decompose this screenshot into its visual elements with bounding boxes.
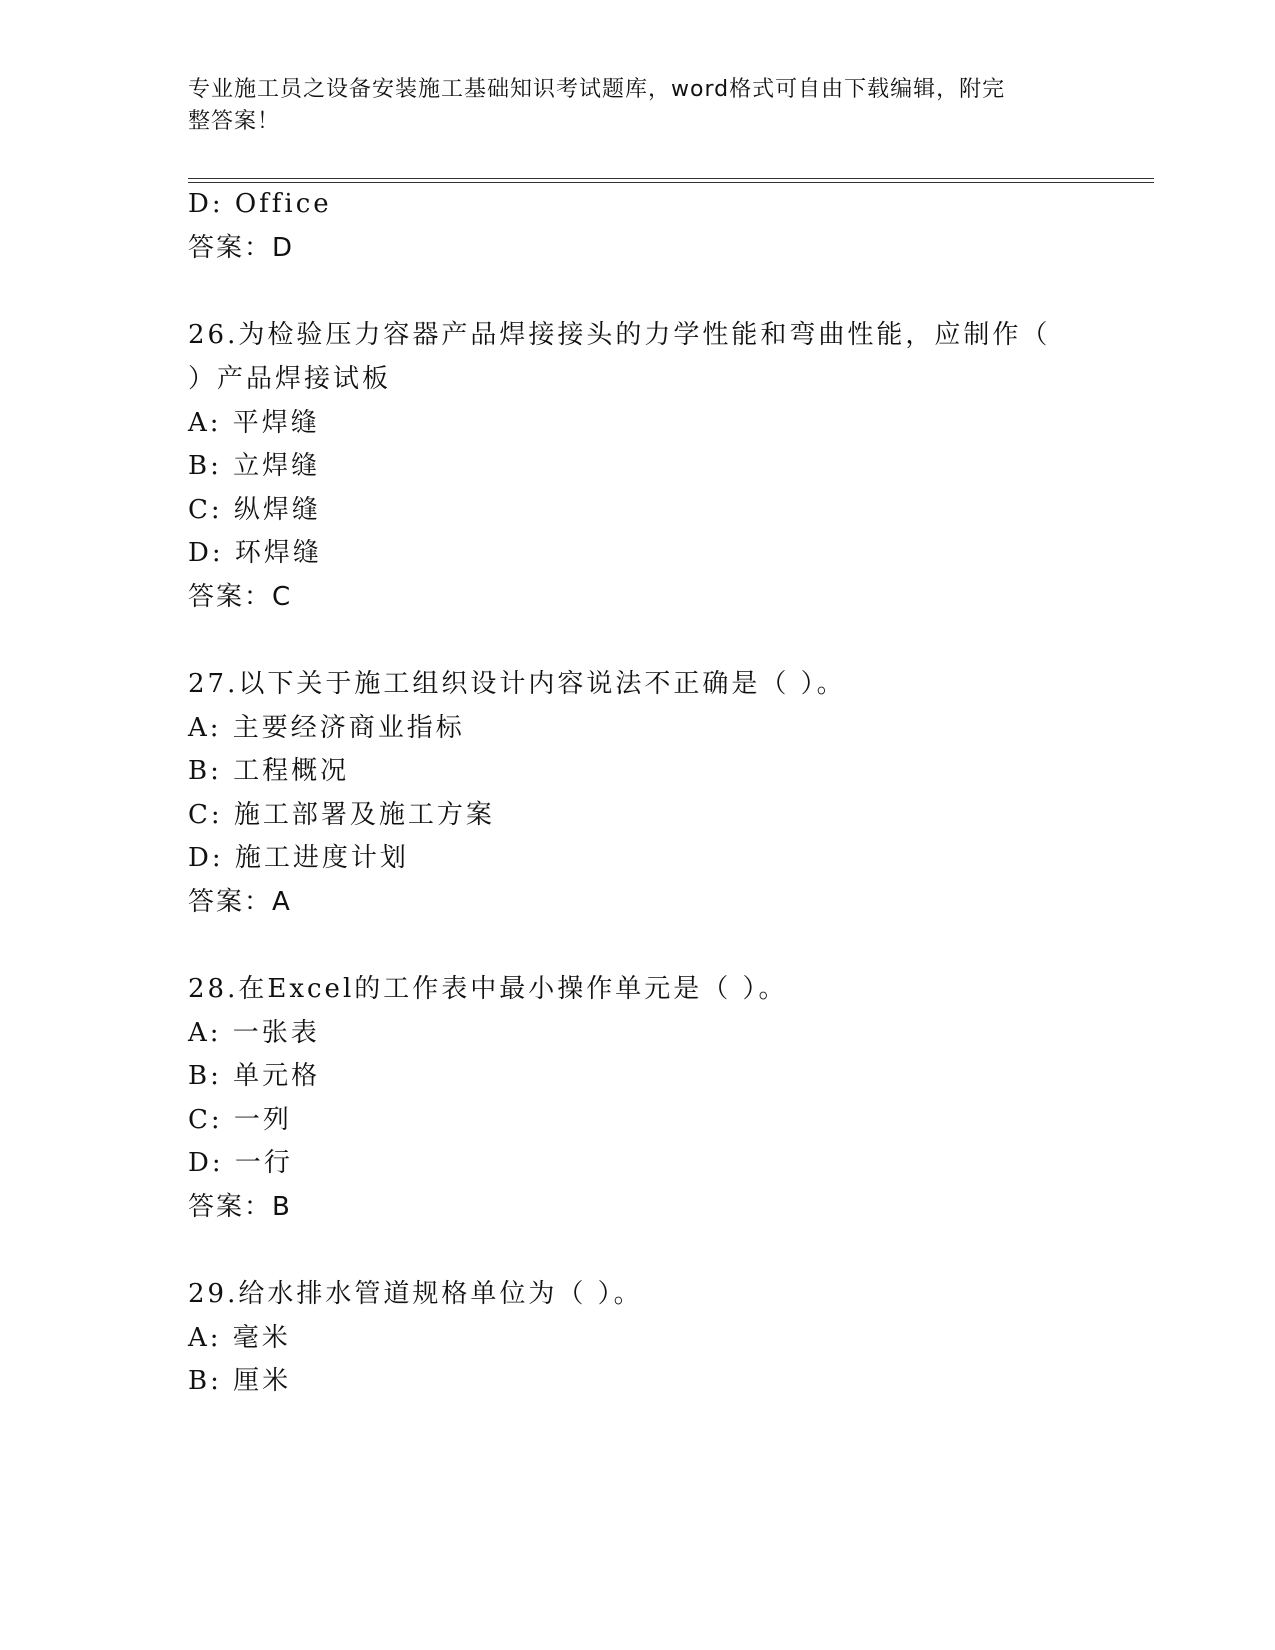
header-double-rule: [188, 178, 1154, 183]
q26-option-a: A: 平焊缝: [188, 408, 320, 438]
q25-answer: 答案：D: [188, 233, 295, 263]
q25-option-d: D: Office: [188, 189, 332, 219]
q29-option-a: A: 毫米: [188, 1323, 291, 1353]
header-line-1: 专业施工员之设备安装施工基础知识考试题库，word格式可自由下载编辑，附完: [188, 77, 1006, 102]
q27-option-d: D: 施工进度计划: [188, 843, 409, 873]
q26-option-b: B: 立焊缝: [188, 451, 321, 481]
q27-option-c: C: 施工部署及施工方案: [188, 800, 495, 830]
q29-stem-line-1: 29.给水排水管道规格单位为（ ）。: [188, 1279, 643, 1309]
q27-answer: 答案：A: [188, 887, 292, 917]
q28-option-d: D: 一行: [188, 1148, 293, 1178]
q29-option-b: B: 厘米: [188, 1366, 292, 1396]
q27-stem-line-1: 27.以下关于施工组织设计内容说法不正确是（ ）。: [188, 669, 846, 699]
q28-stem-line-1: 28.在Excel的工作表中最小操作单元是（ ）。: [188, 974, 788, 1004]
q27-option-a: A: 主要经济商业指标: [188, 713, 465, 743]
q26-stem-line-2: ）产品焊接试板: [188, 364, 392, 394]
q26-option-d: D: 环焊缝: [188, 538, 322, 568]
q28-answer: 答案：B: [188, 1192, 292, 1222]
document-header: [188, 74, 1088, 138]
q26-answer: 答案：C: [188, 582, 293, 612]
q27-option-b: B: 工程概况: [188, 756, 350, 786]
q28-option-c: C: 一列: [188, 1105, 292, 1135]
q28-option-a: A: 一张表: [188, 1018, 320, 1048]
q26-stem-line-1: 26.为检验压力容器产品焊接接头的力学性能和弯曲性能，应制作（: [188, 320, 1051, 350]
q26-option-c: C: 纵焊缝: [188, 495, 321, 525]
header-line-2: 整答案！: [188, 109, 281, 134]
q28-option-b: B: 单元格: [188, 1061, 321, 1091]
